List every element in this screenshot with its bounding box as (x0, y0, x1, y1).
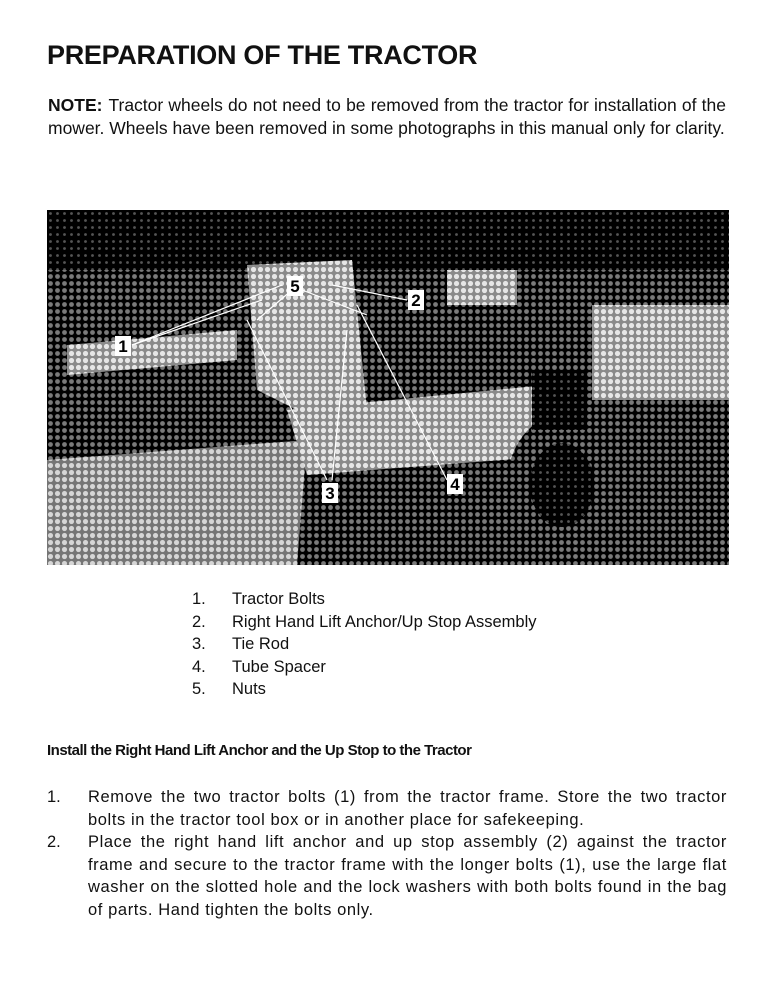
note-label: NOTE: (48, 95, 103, 115)
legend-item (192, 656, 537, 679)
legend-number: 5. (192, 680, 206, 698)
instruction-steps (47, 786, 727, 921)
legend-label: Nuts (232, 680, 266, 698)
legend-number: 3. (192, 635, 206, 653)
legend-number: 2. (192, 612, 206, 631)
step-number: 1. (47, 788, 61, 806)
tractor-photo (47, 210, 729, 565)
legend-item (192, 611, 537, 634)
legend-number: 4. (192, 657, 206, 676)
step-text: Remove the two tractor bolts (1) from the tractor frame. Store the two tractor bolts in the tractor tool box or in another place for safekeeping. (88, 788, 727, 829)
legend-label: Right Hand Lift Anchor/Up Stop Assembly (232, 612, 537, 631)
gear-collar (532, 370, 587, 430)
section-subheading: Install the Right Hand Lift Anchor and the Up Stop to the Tractor (47, 742, 472, 759)
legend-label: Tie Rod (232, 635, 290, 653)
callout-4: 4 (450, 475, 460, 494)
upper-block (447, 270, 517, 305)
callout-3: 3 (325, 484, 335, 503)
callout-1: 1 (118, 337, 128, 356)
legend-label: Tractor Bolts (232, 590, 325, 608)
callout-5: 5 (290, 277, 300, 296)
gear-hub-center (530, 443, 594, 527)
legend-number: 1. (192, 590, 206, 608)
step-item (47, 786, 727, 831)
callout-2: 2 (411, 291, 421, 310)
right-housing (592, 305, 729, 400)
photo-top-shadow (47, 210, 729, 270)
legend-item (192, 588, 537, 611)
parts-legend (192, 588, 537, 701)
note-text: Tractor wheels do not need to be removed from the tractor for installation of the mower. Wheels have been removed in some photographs in this manual only for clarity. (48, 95, 726, 138)
page-title: PREPARATION OF THE TRACTOR (47, 40, 478, 70)
step-number: 2. (47, 833, 61, 851)
legend-label: Tube Spacer (232, 657, 326, 676)
note-paragraph (48, 94, 726, 140)
legend-item (192, 678, 537, 701)
legend-item (192, 633, 537, 656)
step-text: Place the right hand lift anchor and up stop assembly (2) against the tractor frame and secure to the tractor frame with the longer bolts (1), use the large flat washer on the slotted hole and the lock washers with both bolts found in the bag of parts. Hand tighten the bolts only. (88, 833, 727, 919)
lower-panel (47, 440, 307, 565)
step-item (47, 831, 727, 921)
